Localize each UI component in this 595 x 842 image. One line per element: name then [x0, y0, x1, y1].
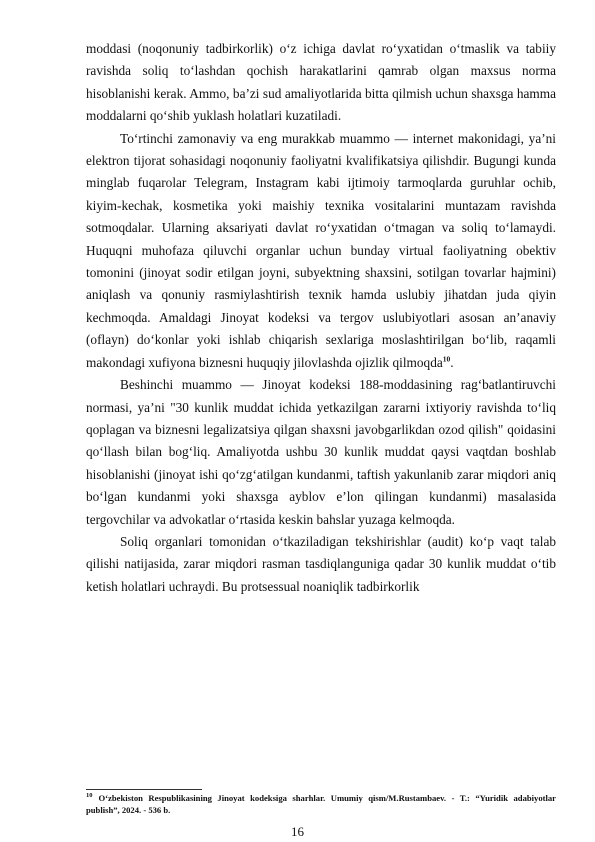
footnote-reference[interactable]: 10	[442, 354, 451, 364]
body-text	[86, 38, 556, 598]
paragraph-continuation	[86, 38, 556, 128]
paragraph-fifth-problem	[86, 374, 556, 531]
paragraph-text: Beshinchi muammo — Jinoyat kodeksi 188-moddasining rag‘batlantiruvchi normasi, ya’ni "30 kunlik muddat ichida yetkazilgan zararni ixtiyoriy ravishda to‘liq qoplagan va biznesni legalizatsiya qilgan shaxsni javobgarlikdan ozod qilish" qoidasini qo‘llash bilan bog‘liq. Amaliyotda ushbu 30 kunlik muddat qaysi vaqtdan boshlab hisoblanishi (jinoyat ishi qo‘zg‘atilgan kundanmi, taftish yakunlanib zarar miqdori aniq bo‘lgan kundanmi yoki shaxsga ayblov e’lon qilingan kundanmi) masalasida tergovchilar va advokatlar o‘rtasida keskin bahslar yuzaga kelmoqda.	[86, 377, 556, 527]
paragraph-tax-audit	[86, 531, 556, 598]
paragraph-text: Soliq organlari tomonidan o‘tkaziladigan tekshirishlar (audit) ko‘p vaqt talab qilishi natijasida, zarar miqdori rasman tasdiqlanguniga qadar 30 kunlik muddat o‘tib ketish holatlari uchraydi. Bu protsessual noaniqlik tadbirkorlik	[86, 533, 556, 594]
page-number: 16	[291, 824, 304, 839]
paragraph-text: moddasi (noqonuniy tadbirkorlik) o‘z ichiga davlat ro‘yxatidan o‘tmaslik va tabiiy ravishda soliq to‘lashdan qochish harakatlarini qamrab olgan maxsus norma hisoblanishi kerak. Ammo, ba’zi sud amaliyotlarida bitta qilmish uchun shaxsga hamma moddalarni qo‘shib yuklash holatlari kuzatiladi.	[86, 41, 556, 124]
footnote-divider	[86, 789, 202, 790]
footnote-text: O‘zbekiston Respublikasining Jinoyat kodeksiga sharhlar. Umumiy qism/M.Rustambaev. - T.: “Yuridik adabiyotlar publish”, 2024. - 536 b.	[86, 793, 556, 815]
paragraph-text: To‘rtinchi zamonaviy va eng murakkab muammo — internet makonidagi, ya’ni elektron tijorat sohasidagi noqonuniy faoliyatni kvalifikatsiya qilishdir. Bugungi kunda minglab fuqarolar Telegram, Instagram kabi ijtimoiy tarmoqlarda guruhlar ochib, kiyim-kechak, kosmetika yoki maishiy texnika vositalarini muntazam ravishda sotmoqdalar. Ularning aksariyati davlat ro‘yxatidan o‘tmagan va soliq to‘lamaydi. Huquqni muhofaza qiluvchi organlar uchun bunday virtual faoliyatning obektiv tomonini (jinoyat sodir etilgan joyni, subyektning shaxsini, sotilgan tovarlar hajmini) aniqlash va qonuniy rasmiylashtirish texnik hamda uslubiy jihatdan juda qiyin kechmoqda. Amaldagi Jinoyat kodeksi va tergov uslubiyotlari asosan an’anaviy (oflayn) do‘konlar yoki ishlab chiqarish sexlariga moslashtirilgan bo‘lib, raqamli makondagi xufiyona biznesni huquqiy jilovlashda ojizlik qilmoqda	[86, 130, 556, 370]
paragraph-end-punctuation: .	[450, 354, 454, 370]
footnote-number: 10	[86, 792, 93, 800]
paragraph-fourth-problem	[86, 128, 556, 374]
footnote	[86, 793, 556, 816]
